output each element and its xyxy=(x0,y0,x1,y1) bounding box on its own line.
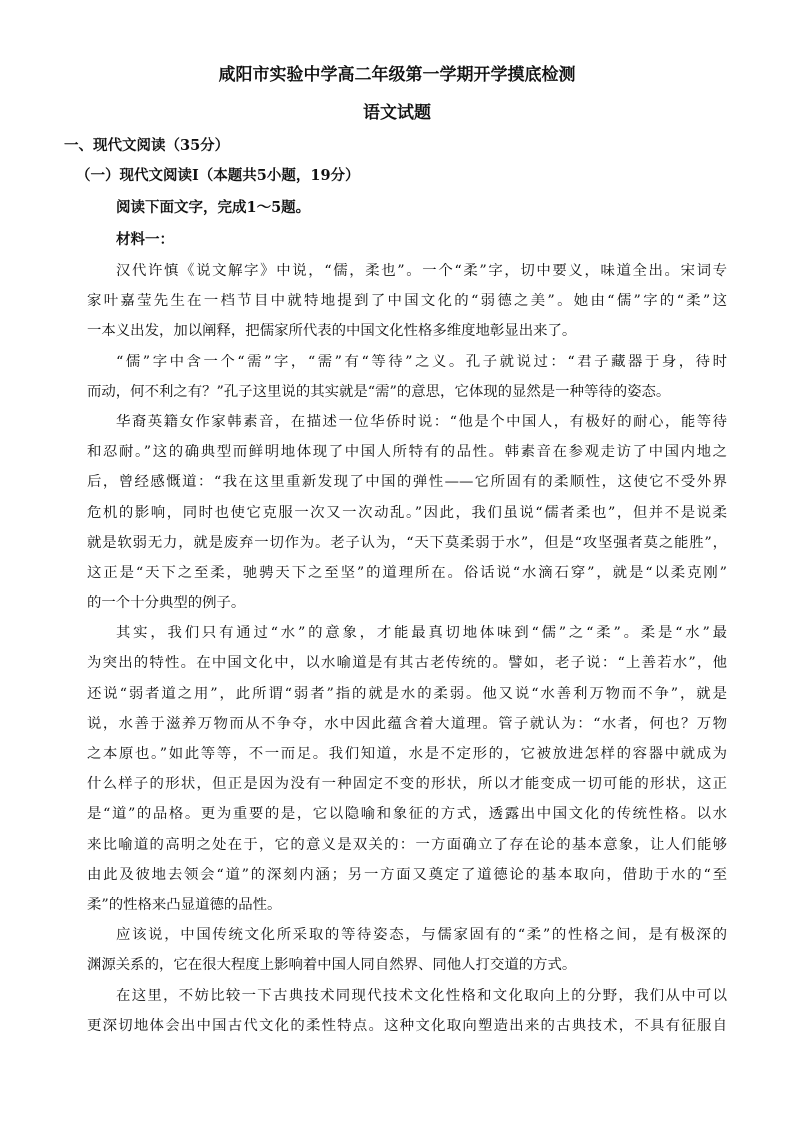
passage-line: 的一个十分典型的例子。 xyxy=(87,595,246,612)
passage-line: “儒”字中含一个“需”字，“需”有“等待”之义。孔子就说过：“君子藏器于身，待时 xyxy=(116,353,727,370)
passage-line: 其实，我们只有通过“水”的意象，才能最真切地体味到“儒”之“柔”。柔是“水”最 xyxy=(116,625,727,642)
passage-line: 由此及彼地去领会“道”的深刻内涵；另一方面又奠定了道德论的基本取向，借助于水的“至 xyxy=(87,866,727,883)
material-label: 材料一： xyxy=(116,231,174,248)
passage-line: 说，水善于滋养万物而从不争夺，水中因此蕴含着大道理。管子就认为：“水者，何也？万物 xyxy=(87,715,727,732)
passage-line: 来比喻道的高明之处在于，它的意义是双关的：一方面确立了存在论的基本意象，让人们能够 xyxy=(87,836,727,853)
passage-line: 和忍耐。”这的确典型而鲜明地体现了中国人所特有的品性。韩素音在参观走访了中国内地之 xyxy=(87,444,727,461)
reading-instruction: 阅读下面文字，完成1～5题。 xyxy=(116,199,311,216)
passage-line: 就是软弱无力，就是废弃一切作为。老子认为，“天下莫柔弱于水”，但是“攻坚强者莫之能胜”， xyxy=(87,534,727,551)
passage-line: 柔”的性格来凸显道德的品性。 xyxy=(87,896,282,913)
passage-line: 华裔英籍女作家韩素音，在描述一位华侨时说：“他是个中国人，有极好的耐心，能等待 xyxy=(116,413,727,430)
subsection-heading: （一）现代文阅读Ⅰ（本题共5小题，19分） xyxy=(76,167,360,184)
exam-subtitle: 语文试题 xyxy=(363,103,431,123)
passage-line: 后，曾经感慨道：“我在这里重新发现了中国的弹性——它所固有的柔顺性，这使它不受外界 xyxy=(87,474,727,491)
passage-line: 在这里，不妨比较一下古典技术同现代技术文化性格和文化取向上的分野，我们从中可以 xyxy=(116,987,727,1004)
passage-line: 危机的影响，同时也使它克服一次又一次动乱。”因此，我们虽说“儒者柔也”，但并不是说柔 xyxy=(87,504,727,521)
passage-line: 还说“弱者道之用”，此所谓“弱者”指的就是水的柔弱。他又说“水善利万物而不争”，就是 xyxy=(87,685,727,702)
passage-body xyxy=(87,256,727,1041)
passage-line: 这正是“天下之至柔，驰骋天下之至坚”的道理所在。俗话说“水滴石穿”，就是“以柔克刚” xyxy=(87,564,727,581)
passage-line: 什么样子的形状，但正是因为没有一种固定不变的形状，所以才能变成一切可能的形状，这正 xyxy=(87,776,727,793)
passage-line: 更深切地体会出中国古代文化的柔性特点。这种文化取向塑造出来的古典技术，不具有征服自 xyxy=(87,1017,727,1034)
passage-line: 应该说，中国传统文化所采取的等待姿态，与儒家固有的“柔”的性格之间，是有极深的 xyxy=(116,927,727,944)
passage-line: 之本原也。”如此等等，不一而足。我们知道，水是不定形的，它被放进怎样的容器中就成为 xyxy=(87,746,727,762)
passage-line: 汉代许慎《说文解字》中说，“儒，柔也”。一个“柔”字，切中要义，味道全出。宋词专 xyxy=(116,263,727,279)
section-heading: 一、现代文阅读（35分） xyxy=(64,137,230,154)
passage-line: 渊源关系的，它在很大程度上影响着中国人同自然界、同他人打交道的方式。 xyxy=(87,957,577,974)
passage-line: 家叶嘉莹先生在一档节目中就特地提到了中国文化的“弱德之美”。她由“儒”字的“柔”这 xyxy=(87,293,727,310)
passage-line: 而动，何不利之有？”孔子这里说的其实就是“需”的意思，它体现的显然是一种等待的姿态。 xyxy=(87,383,671,400)
exam-title: 咸阳市实验中学高二年级第一学期开学摸底检测 xyxy=(218,65,576,85)
passage-line: 一本义出发，加以阐释，把儒家所代表的中国文化性格多维度地彰显出来了。 xyxy=(87,323,577,340)
passage-line: 是“道”的品格。更为重要的是，它以隐喻和象征的方式，透露出中国文化的传统性格。以水 xyxy=(87,806,727,823)
passage-line: 为突出的特性。在中国文化中，以水喻道是有其古老传统的。譬如，老子说：“上善若水”，他 xyxy=(87,655,727,672)
